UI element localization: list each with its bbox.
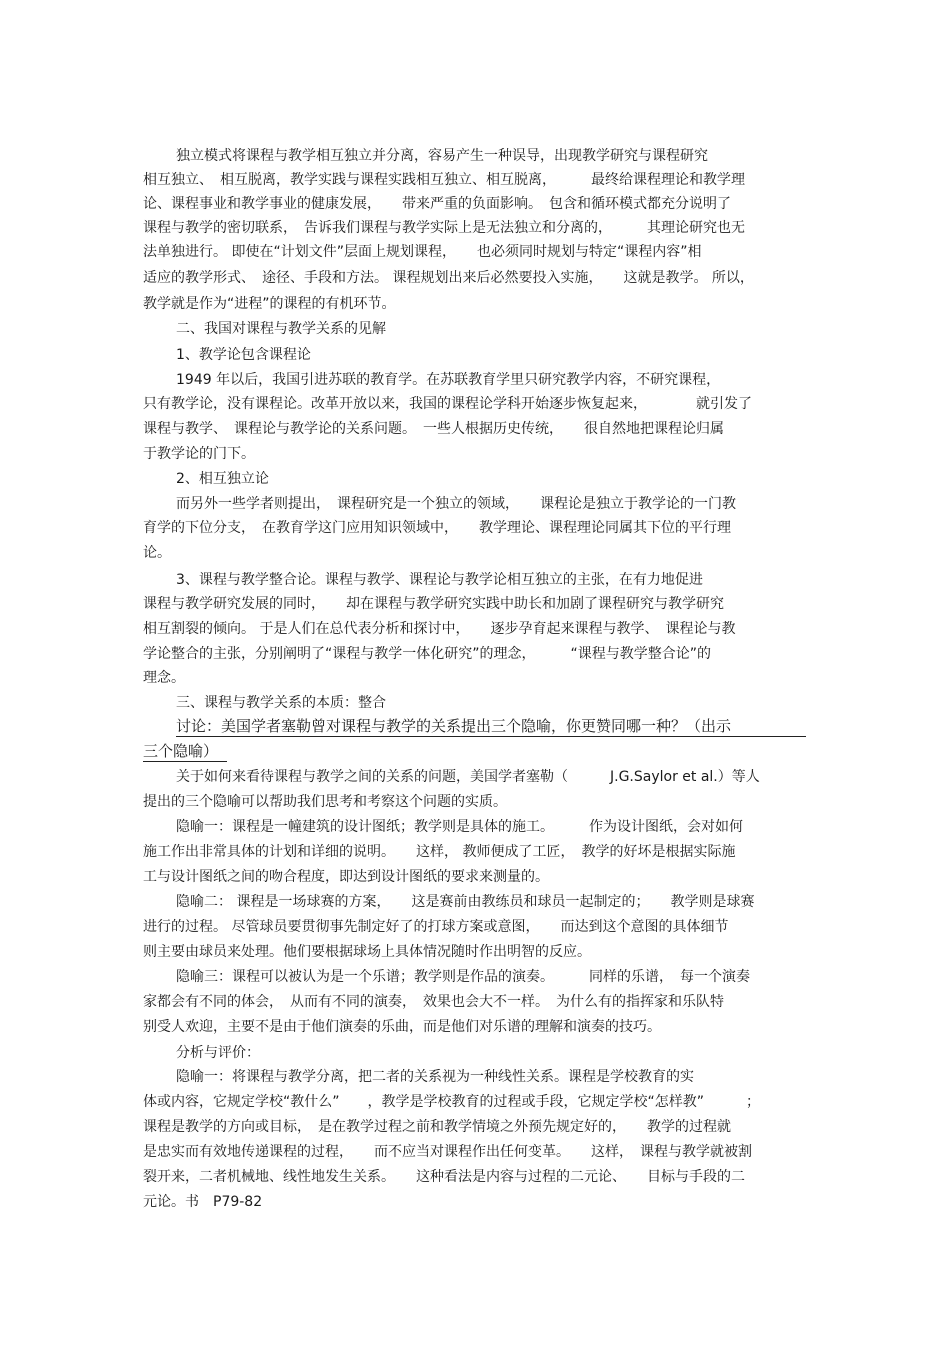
paragraph-line: 课程与教学研究发展的同时， 却在课程与教学研究实践中助长和加剧了课程研究与教学研究 [143, 596, 724, 612]
subsection-heading: 1、教学论包含课程论 [176, 347, 311, 363]
paragraph-line: 适应的教学形式、 途径、手段和方法。 课程规划出来后必然要投入实施， 这就是教学。 所以， [143, 270, 754, 286]
paragraph-line: 体或内容，它规定学校“教什么” ，教学是学校教育的过程或手段，它规定学校“怎样教” ； [143, 1094, 761, 1110]
underline [143, 761, 227, 762]
underline [176, 736, 806, 737]
paragraph-line: 工与设计图纸之间的吻合程度，即达到设计图纸的要求来测量的。 [143, 869, 549, 885]
paragraph-line: 相互独立、 相互脱离，教学实践与课程实践相互独立、相互脱离， 最终给课程理论和教学理 [143, 172, 745, 188]
paragraph-line: 课程与教学、 课程论与教学论的关系问题。 一些人根据历史传统， 很自然地把课程论归属 [143, 421, 724, 437]
paragraph-line: 进行的过程。 尽管球员要贯彻事先制定好了的打球方案或意图， 而达到这个意图的具体细节 [143, 919, 729, 935]
paragraph-line: 裂开来，二者机械地、线性地发生关系。 这种看法是内容与过程的二元论、 目标与手段的二 [143, 1169, 745, 1185]
discussion-line: 讨论：美国学者塞勒曾对课程与教学的关系提出三个隐喻，你更赞同哪一种？（出示 [176, 717, 732, 735]
paragraph-line: 元论。书 P79-82 [143, 1194, 263, 1210]
paragraph-line: 隐喻一：将课程与教学分离，把二者的关系视为一种线性关系。课程是学校教育的实 [176, 1069, 694, 1085]
paragraph-line: 于教学论的门下。 [143, 446, 255, 462]
paragraph-line: 隐喻三：课程可以被认为是一个乐谱；教学则是作品的演奏。 同样的乐谱， 每一个演奏 [176, 969, 750, 985]
paragraph-line: 课程与教学的密切联系， 告诉我们课程与教学实际上是无法独立和分离的， 其理论研究也无 [143, 220, 745, 236]
paragraph-line: 学论整合的主张，分别阐明了“课程与教学一体化研究”的理念， “课程与教学整合论”的 [143, 646, 712, 662]
paragraph-line: 论。 [143, 545, 171, 561]
paragraph-line: 隐喻一：课程是一幢建筑的设计图纸；教学则是具体的施工。 作为设计图纸，会对如何 [176, 819, 743, 835]
paragraph-line: 是忠实而有效地传递课程的过程， 而不应当对课程作出任何变革。 这样， 课程与教学就被割 [143, 1144, 752, 1160]
subsection-heading: 分析与评价： [176, 1045, 260, 1061]
section-heading: 二、我国对课程与教学关系的见解 [176, 321, 386, 337]
paragraph-line: 法单独进行。 即使在“计划文件”层面上规划课程， 也必须同时规划与特定“课程内容”相 [143, 244, 702, 260]
paragraph-line: 论、课程事业和教学事业的健康发展， 带来严重的负面影响。 包含和循环模式都充分说明了 [143, 196, 731, 212]
paragraph-line: 课程是教学的方向或目标， 是在教学过程之前和教学情境之外预先规定好的， 教学的过程就 [143, 1119, 731, 1135]
paragraph-line: 别受人欢迎，主要不是由于他们演奏的乐曲，而是他们对乐谱的理解和演奏的技巧。 [143, 1019, 661, 1035]
paragraph-line: 教学就是作为“进程”的课程的有机环节。 [143, 296, 396, 312]
paragraph-line: 提出的三个隐喻可以帮助我们思考和考察这个问题的实质。 [143, 794, 507, 810]
discussion-line: 三个隐喻） [143, 742, 219, 760]
paragraph-line: 则主要由球员来处理。他们要根据球场上具体情况随时作出明智的反应。 [143, 944, 591, 960]
subsection-heading: 2、相互独立论 [176, 471, 269, 487]
paragraph-line: 1949 年以后，我国引进苏联的教育学。在苏联教育学里只研究教学内容，不研究课程， [176, 372, 721, 388]
paragraph-line: 相互割裂的倾向。 于是人们在总代表分析和探讨中， 逐步孕育起来课程与教学、 课程论与教 [143, 621, 736, 637]
paragraph-line: 3、课程与教学整合论。课程与教学、课程论与教学论相互独立的主张，在有力地促进 [176, 572, 703, 588]
paragraph-line: 关于如何来看待课程与教学之间的关系的问题，美国学者塞勒（ J.G.Saylor et al.）等人 [176, 769, 760, 785]
paragraph-line: 而另外一些学者则提出， 课程研究是一个独立的领域， 课程论是独立于教学论的一门教 [176, 496, 736, 512]
paragraph-line: 理念。 [143, 670, 185, 686]
paragraph-line: 育学的下位分支， 在教育学这门应用知识领域中， 教学理论、课程理论同属其下位的平行理 [143, 520, 731, 536]
paragraph-line: 施工作出非常具体的计划和详细的说明。 这样， 教师便成了工匠， 教学的好坏是根据实际施 [143, 844, 736, 860]
section-heading: 三、课程与教学关系的本质：整合 [176, 695, 386, 711]
paragraph-line: 只有教学论，没有课程论。改革开放以来，我国的课程论学科开始逐步恢复起来， 就引发了 [143, 396, 752, 412]
paragraph-line: 独立模式将课程与教学相互独立并分离，容易产生一种误导，出现教学研究与课程研究 [176, 148, 708, 164]
paragraph-line: 家都会有不同的体会， 从而有不同的演奏， 效果也会大不一样。 为什么有的指挥家和乐队特 [143, 994, 724, 1010]
paragraph-line: 隐喻二： 课程是一场球赛的方案， 这是赛前由教练员和球员一起制定的； 教学则是球赛 [176, 894, 755, 910]
